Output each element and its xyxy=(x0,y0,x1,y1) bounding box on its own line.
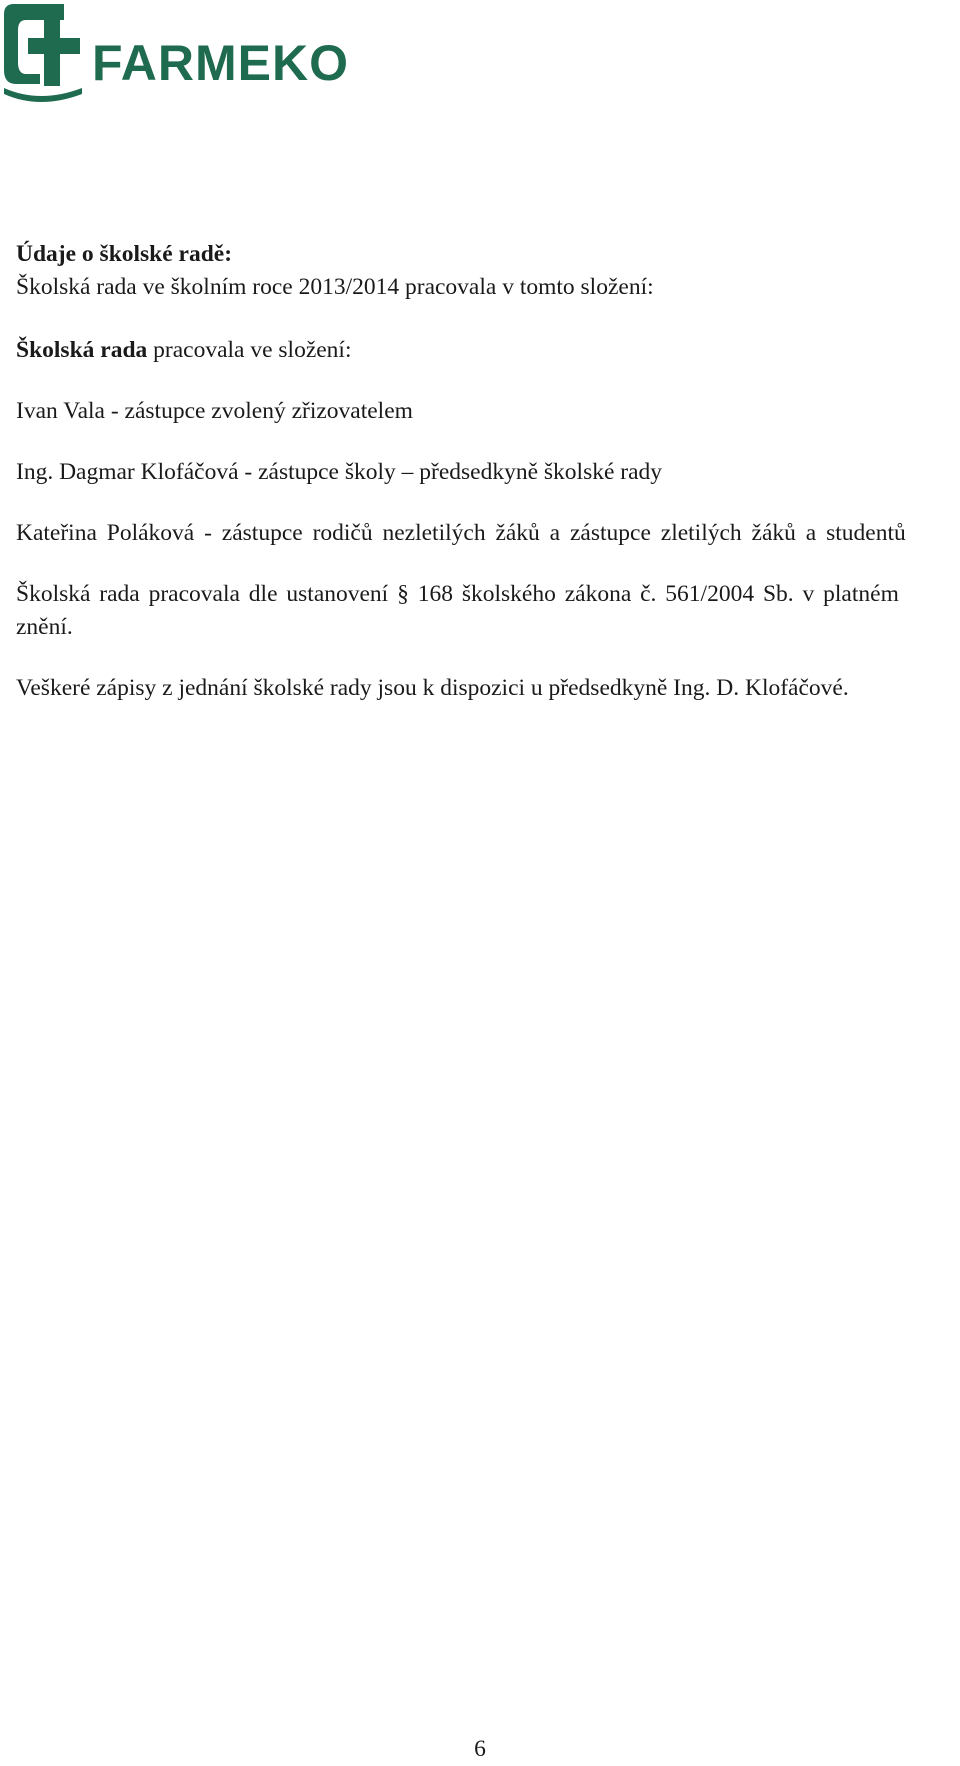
member-item: Kateřina Poláková - zástupce rodičů nezletilých žáků a zástupce zletilých žáků a studentů xyxy=(16,520,906,546)
school-council-section xyxy=(16,238,946,705)
composition-bold: Školská rada xyxy=(16,337,148,363)
farmeko-cross-logo-icon xyxy=(0,0,400,128)
member-item: Ing. Dagmar Klofáčová - zástupce školy – předsedkyně školské rady xyxy=(16,459,663,485)
section-intro: Školská rada ve školním roce 2013/2014 pracovala v tomto složení: xyxy=(16,274,654,300)
section-heading: Údaje o školské radě: xyxy=(16,241,233,267)
page-number: 6 xyxy=(474,1736,486,1762)
records-note: Veškeré zápisy z jednání školské rady jsou k dispozici u předsedkyně Ing. D. Klofáčové. xyxy=(16,675,849,701)
member-item: Ivan Vala - zástupce zvolený zřizovatelem xyxy=(16,398,413,424)
composition-rest: pracovala ve složení: xyxy=(147,337,352,363)
logo-wordmark: FARMEKO xyxy=(92,35,349,91)
farmeko-logo xyxy=(0,0,400,128)
legal-basis: Školská rada pracovala dle ustanovení § 168 školského zákona č. 561/2004 Sb. v platném znění. xyxy=(16,581,899,640)
composition-line xyxy=(16,334,946,367)
